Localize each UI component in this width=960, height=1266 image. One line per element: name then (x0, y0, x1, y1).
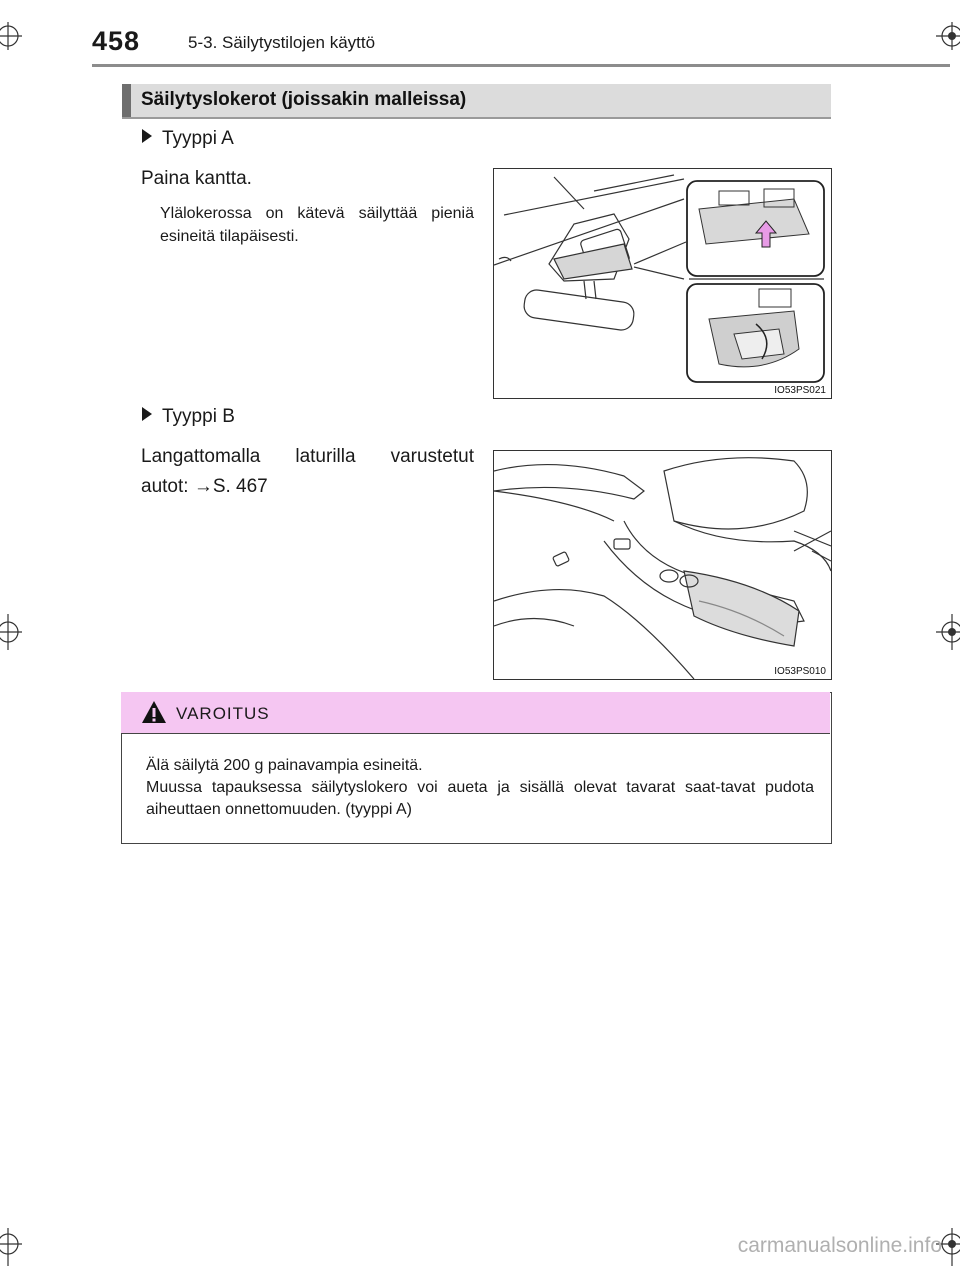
crop-mark-icon (936, 614, 960, 650)
type-a-note: Ylälokerossa on kätevä säilyttää pieniä esineitä tilapäisesti. (160, 205, 474, 245)
overhead-console-illustration (494, 169, 831, 398)
crop-mark-icon (0, 22, 22, 50)
figure-b-code: IO53PS010 (774, 666, 826, 677)
warning-line-1: Älä säilytä 200 g painavampia esineitä. (146, 757, 423, 774)
chapter-title: 5-3. Säilytystilojen käyttö (188, 33, 376, 52)
type-b-text-line2: autot: →S. 467 (141, 476, 268, 497)
triangle-bullet-icon (142, 129, 152, 143)
warning-triangle-icon (141, 700, 167, 724)
section-banner-accent (122, 84, 131, 118)
type-b-heading (142, 406, 235, 428)
figure-a-code: IO53PS021 (774, 385, 826, 396)
figure-center-console (493, 450, 832, 680)
type-a-heading (142, 128, 234, 150)
figure-overhead-console (493, 168, 832, 399)
warning-text (146, 755, 814, 821)
warning-line-2: Muussa tapauksessa säilytyslokero voi aueta ja sisällä olevat tavarat saat-tavat pudota aiheuttaen onnettomuuden. (tyyppi A) (146, 779, 814, 818)
header-rule (92, 64, 950, 67)
section-title: Säilytyslokerot (joissakin malleissa) (141, 89, 467, 110)
center-console-illustration (494, 451, 831, 679)
type-b-text-line1: Langattomalla laturilla varustetut (141, 446, 474, 467)
inset-closed (687, 181, 824, 276)
crop-mark-icon (936, 22, 960, 50)
page-number: 458 (92, 26, 141, 56)
type-a-instruction: Paina kantta. (141, 168, 252, 189)
section-banner-rule (122, 117, 831, 119)
type-b-heading-label: Tyyppi B (162, 406, 235, 427)
triangle-bullet-icon (142, 407, 152, 421)
crop-mark-icon (0, 1228, 22, 1266)
watermark: carmanualsonline.info (737, 1234, 942, 1257)
inset-open (687, 284, 824, 382)
warning-title: VAROITUS (176, 704, 270, 723)
type-a-heading-label: Tyyppi A (162, 128, 234, 149)
crop-mark-icon (0, 614, 22, 650)
